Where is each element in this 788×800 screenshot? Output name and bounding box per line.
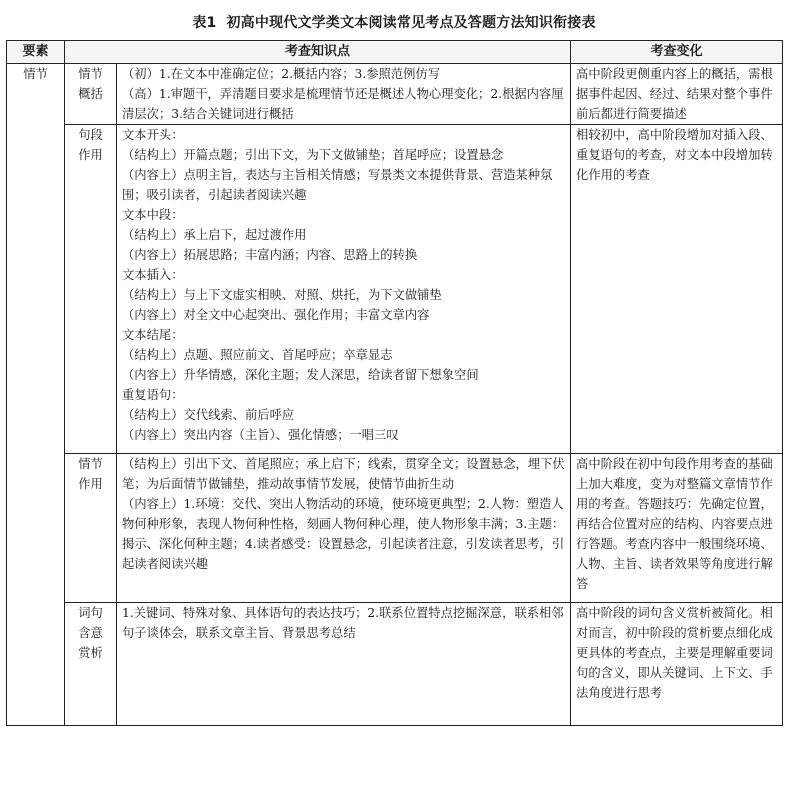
point-line: （结构上）与上下文虚实相映、对照、烘托，为下文做铺垫 <box>122 288 442 302</box>
sub-element-cell <box>65 603 117 726</box>
point-line: 重复语句： <box>122 388 184 402</box>
point-line: （内容上）点明主旨，表达与主旨相关情感；写景类文本提供背景、营造某种氛围；吸引读者，引起读者阅读兴趣 <box>122 168 553 202</box>
point-line: （内容上）拓展思路；丰富内涵；内容、思路上的转换 <box>122 248 418 262</box>
sub-element-line: 含意 <box>78 626 103 640</box>
change-cell: 相较初中，高中阶段增加对插入段、重复语句的考查，对文本中段增加转化作用的考查 <box>571 125 783 454</box>
sub-element-line: 词句 <box>78 606 103 620</box>
point-line: 文本开头： <box>122 128 184 142</box>
point-line: （结构上）开篇点题；引出下文，为下文做铺垫；首尾呼应；设置悬念 <box>122 148 504 162</box>
point-line: （结构上）引出下文、首尾照应；承上启下；线索，贯穿全文；设置悬念，埋下伏笔；为后面情节做铺垫，推动故事情节发展，使情节曲折生动 <box>122 457 565 491</box>
table-row <box>7 64 783 125</box>
table-row <box>7 454 783 603</box>
element-cell: 情节 <box>7 64 65 726</box>
sub-element-line: 情节 <box>78 67 103 81</box>
point-line: （内容上）1.环境：交代、突出人物活动的环境，使环境更典型；2.人物：塑造人物何种形象，表现人物何种性格，刻画人物何种心理，使人物形象丰满；3.主题：揭示、深化何种主题；4.读者感受：设置悬念，引起读者注意，引发读者思考，引起读者阅读兴趣 <box>122 497 565 571</box>
point-line: （高）1.审题干，弄清题目要求是梳理情节还是概述人物心理变化；2.根据内容厘清层次；3.结合关键词进行概括 <box>122 87 564 121</box>
sub-element-line: 作用 <box>78 477 103 491</box>
point-line: （内容上）突出内容（主旨）、强化情感；一唱三叹 <box>122 428 399 442</box>
points-cell <box>117 64 571 125</box>
sub-element-line: 情节 <box>78 457 103 471</box>
table-row <box>7 125 783 454</box>
sub-element-cell <box>65 454 117 603</box>
point-line: 文本插入： <box>122 268 184 282</box>
header-element: 要素 <box>7 41 65 64</box>
change-cell: 高中阶段的词句含义赏析被简化。相对而言，初中阶段的赏析要点细化成更具体的考查点，主要是理解重要词句的含义，即从关键词、上下文、手法角度进行思考 <box>571 603 783 726</box>
sub-element-line: 句段 <box>78 128 103 142</box>
header-row <box>7 41 783 64</box>
knowledge-table <box>6 40 783 726</box>
points-cell <box>117 454 571 603</box>
point-line: 文本结尾： <box>122 328 184 342</box>
table-caption <box>0 12 788 32</box>
sub-element-line: 赏析 <box>78 646 103 660</box>
header-points: 考查知识点 <box>65 41 571 64</box>
change-cell: 高中阶段更侧重内容上的概括，需根据事件起因、经过、结果对整个事件前后都进行简要描述 <box>571 64 783 125</box>
sub-element-line: 作用 <box>78 148 103 162</box>
point-line: （初）1.在文本中准确定位；2.概括内容；3.参照范例仿写 <box>122 67 441 81</box>
table-number: 表1 <box>192 15 217 31</box>
change-cell: 高中阶段在初中句段作用考查的基础上加大难度，变为对整篇文章情节作用的考查。答题技巧：先确定位置，再结合位置对应的结构、内容要点进行答题。考查内容中一般围绕环境、人物、主旨、读者效果等角度进行解答 <box>571 454 783 603</box>
points-cell <box>117 125 571 454</box>
point-line: （内容上）升华情感，深化主题；发人深思，给读者留下想象空间 <box>122 368 479 382</box>
point-line: （结构上）点题、照应前文、首尾呼应；卒章显志 <box>122 348 393 362</box>
table-row <box>7 603 783 726</box>
point-line: （结构上）承上启下，起过渡作用 <box>122 228 307 242</box>
point-line: （结构上）交代线索、前后呼应 <box>122 408 295 422</box>
table-title: 初高中现代文学类文本阅读常见考点及答题方法知识衔接表 <box>226 15 596 31</box>
point-line: 1.关键词、特殊对象、具体语句的表达技巧；2.联系位置特点挖掘深意，联系相邻句子谈体会，联系文章主旨、背景思考总结 <box>122 606 564 640</box>
points-cell <box>117 603 571 726</box>
header-change: 考查变化 <box>571 41 783 64</box>
sub-element-cell <box>65 125 117 454</box>
point-line: 文本中段： <box>122 208 184 222</box>
sub-element-cell <box>65 64 117 125</box>
point-line: （内容上）对全文中心起突出、强化作用；丰富文章内容 <box>122 308 430 322</box>
sub-element-line: 概括 <box>78 87 103 101</box>
